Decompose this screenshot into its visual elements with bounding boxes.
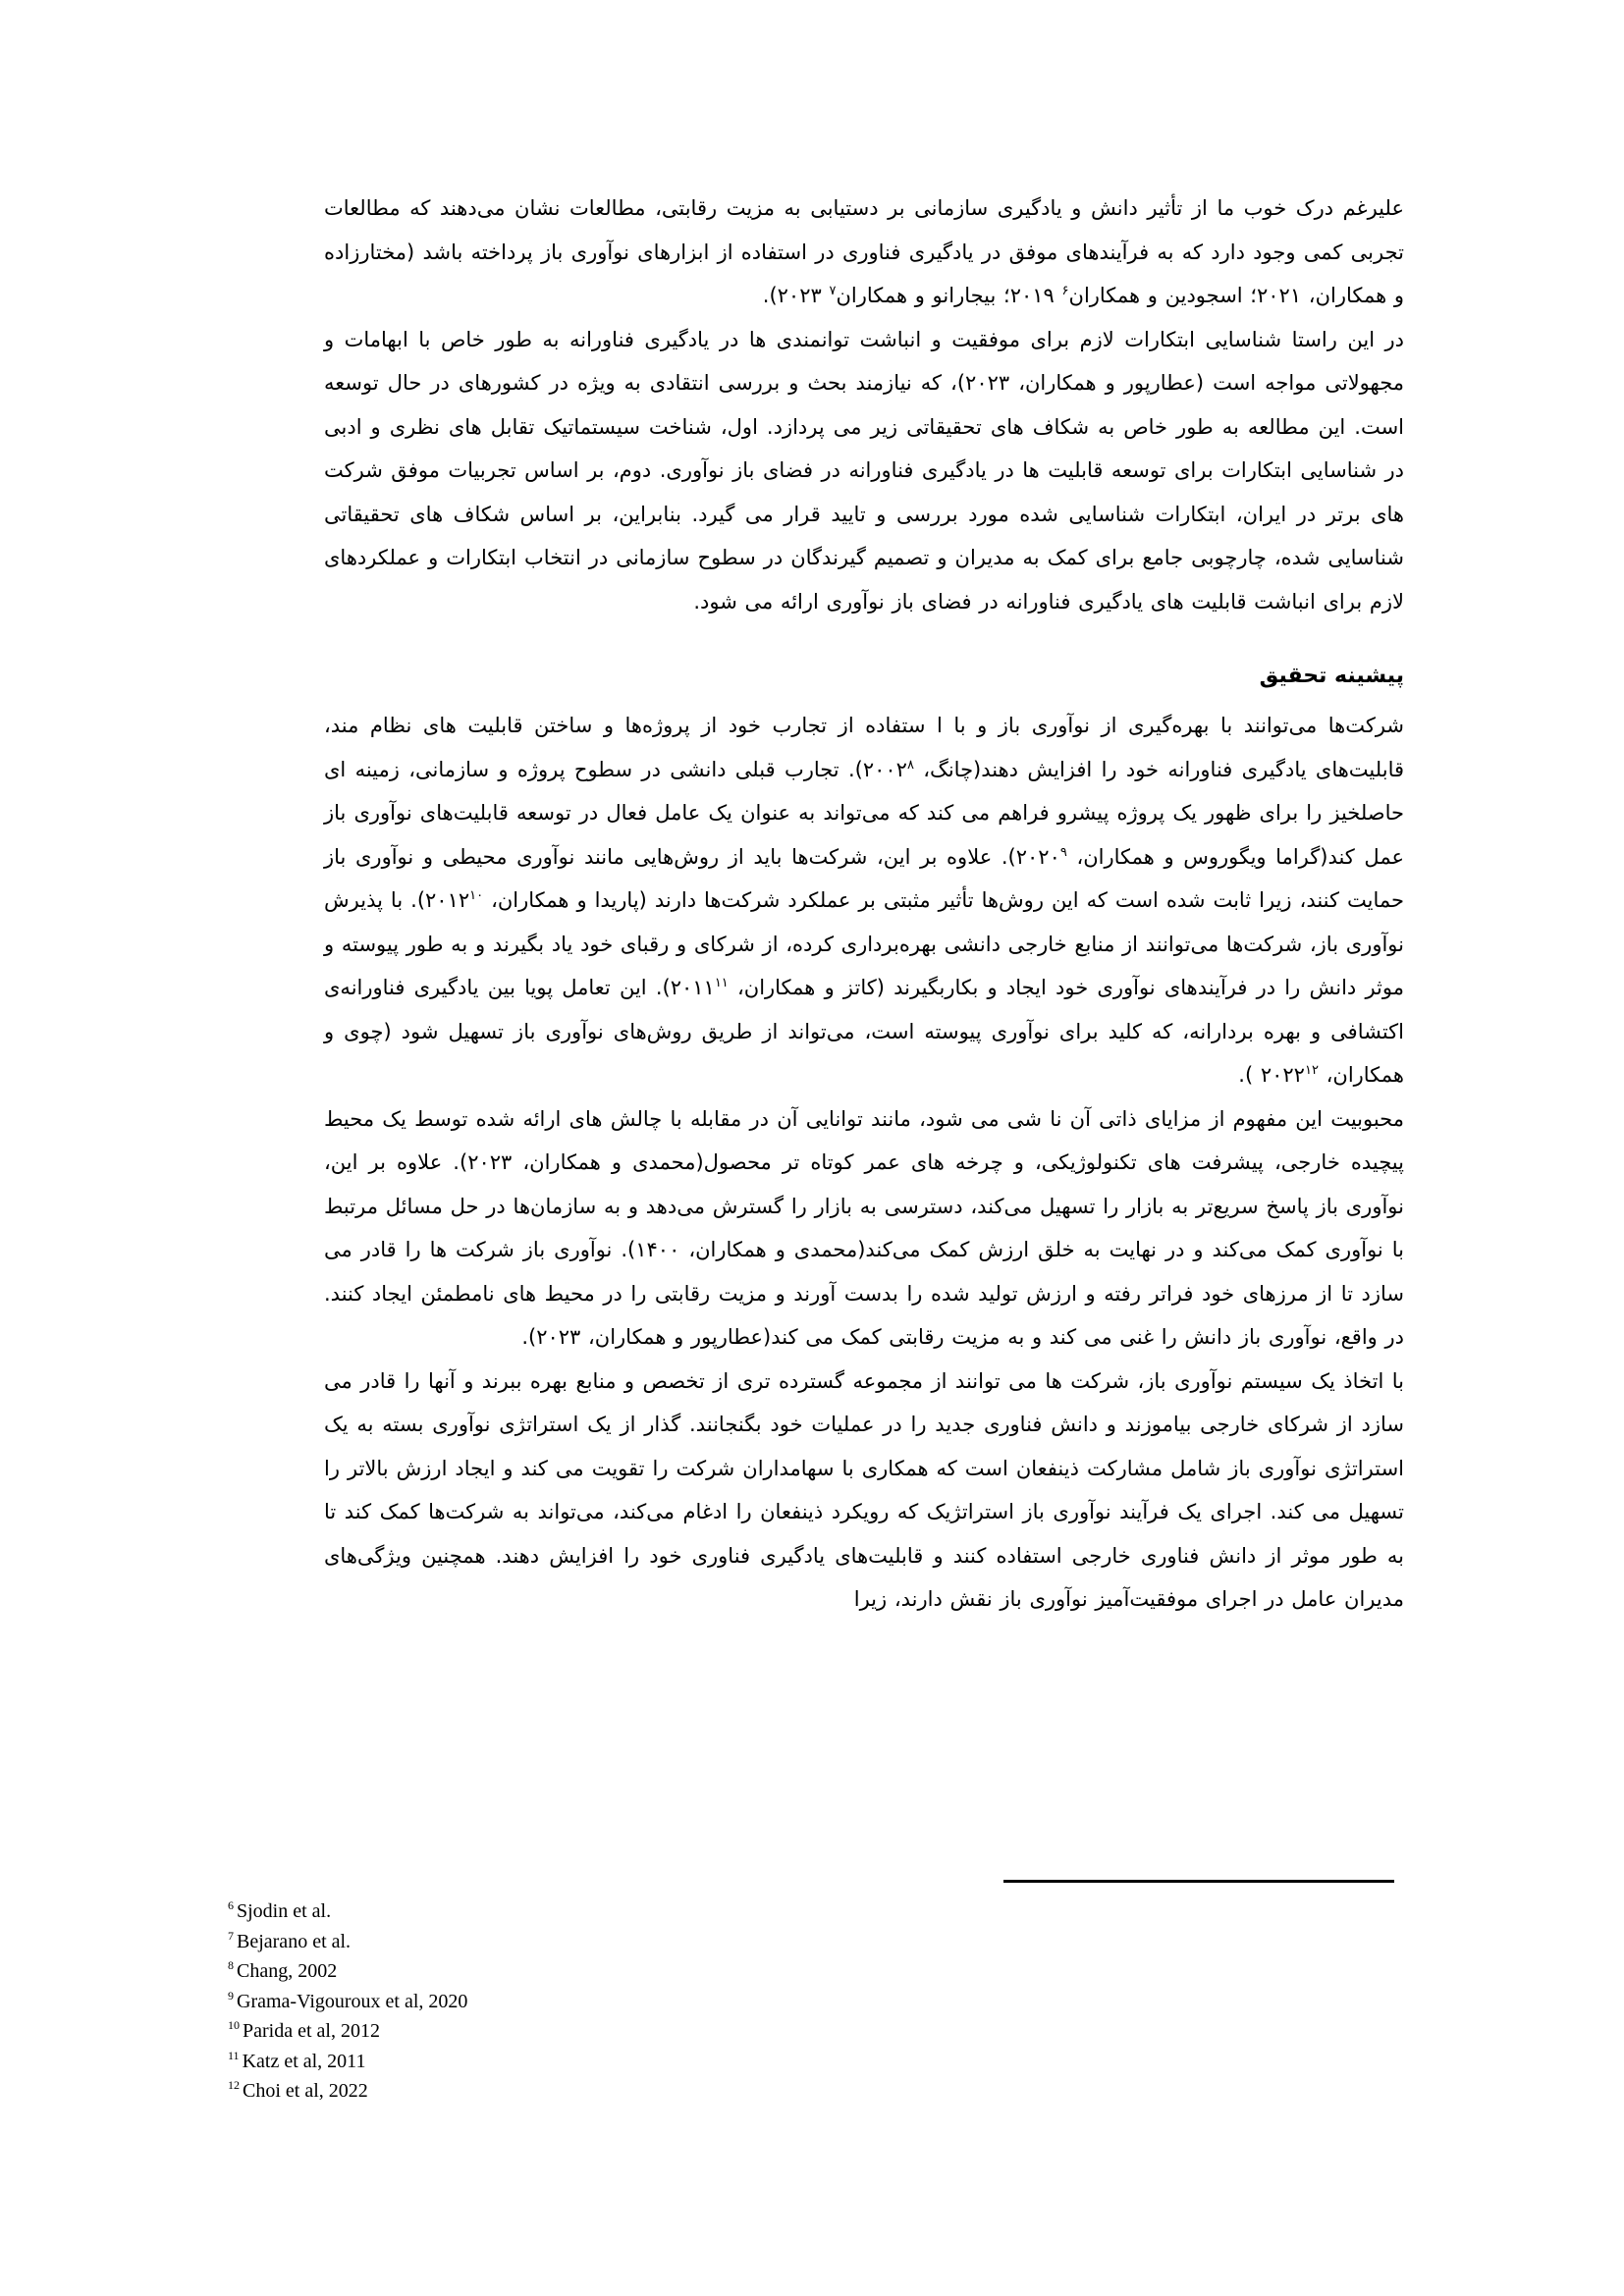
- footnote-8: $^8$ Chang, 2002: [228, 1958, 338, 1982]
- footnote-ref-6[interactable]: ۶: [1061, 284, 1069, 298]
- footnote-ref-11[interactable]: ۱۱: [714, 976, 729, 990]
- footnote-12: $^{12}$ Choi et al, 2022: [228, 2078, 368, 2102]
- intro-paragraph-1: علیرغم درک خوب ما از تأثیر دانش و یادگیری سازمانی بر دستیابی به مزیت رقابتی، مطالعات نشان می‌دهند که مطالعات تجربی کمی وجود دارد که به فرآیندهای موفق در یادگیری فناوری در استفاده از ابزارهای نوآوری باز پرداخته باشد (مختارزاده و همکاران، ۲۰۲۱؛ اسجودین و همکاران$^۶$ ۲۰۱۹؛ بیجارانو و همکاران$^۷$ ۲۰۲۳).: [324, 196, 1404, 307]
- section-paragraph-3: با اتخاذ یک سیستم نوآوری باز، شرکت ها می توانند از مجموعه گسترده تری از تخصص و منابع بهره ببرند و آنها را قادر می سازد از شرکای خارجی بیاموزند و دانش فناوری جدید را در عملیات خود بگنجانند. گذار از یک استراتژی نوآوری بسته به یک استراتژی نوآوری باز شامل مشارکت ذینفعان است که همکاری با سهامداران شرکت را تقویت می کند و ایجاد ارزش بالاتر را تسهیل می کند. اجرای یک فرآیند نوآوری باز استراتژیک که رویکرد ذینفعان را ادغام می‌کند، می‌تواند به شرکت‌ها کمک کند تا به طور موثر از دانش فناوری خارجی استفاده کنند و قابلیت‌های یادگیری فناوری خود را افزایش دهند. همچنین ویژگی‌های مدیران عامل در اجرای موفقیت‌آمیز نوآوری باز نقش دارند، زیرا: [324, 1368, 1404, 1611]
- footnote-ref-9[interactable]: ۹: [1059, 844, 1067, 860]
- footnote-ref-7[interactable]: ۷: [829, 284, 837, 298]
- footnote-ref-10[interactable]: ۱۰: [469, 888, 484, 903]
- footnote-6: $^6$ Sjodin et al.: [228, 1898, 332, 1922]
- footnote-11: $^{11}$ Katz et al, 2011: [228, 2048, 366, 2072]
- footnote-ref-8[interactable]: ۸: [906, 757, 914, 773]
- footnote-9: $^9$ Grama-Vigouroux et al, 2020: [228, 1988, 468, 2012]
- footnote-separator: [1003, 1880, 1394, 1883]
- section-paragraph-2: محبوبیت این مفهوم از مزایای ذاتی آن نا شی می شود، مانند توانایی آن در مقابله با چالش های ارائه شده توسط یک محیط پیچیده خارجی، پیشرفت های تکنولوژیکی، و چرخه های عمر کوتاه تر محصول(محمدی و همکاران، ۲۰۲۳). علاوه بر این، نوآوری باز پاسخ سریع‌تر به بازار را تسهیل می‌کند، دسترسی به بازار را گسترش می‌دهد و به سازمان‌ها در حل مسائل مرتبط با نوآوری کمک می‌کند و در نهایت به خلق ارزش کمک می‌کند(محمدی و همکاران، ۱۴۰۰). نوآوری باز شرکت ها را قادر می سازد تا از مرزهای خود فراتر رفته و ارزش تولید شده را بدست آورند و مزیت رقابتی را در محیط های نامطمئن ایجاد کنند. در واقع، نوآوری باز دانش را غنی می کند و به مزیت رقابتی کمک می کند(عطارپور و همکاران، ۲۰۲۳).: [324, 1106, 1404, 1349]
- footnote-7: $^7$ Bejarano et al.: [228, 1928, 352, 1952]
- footnotes: [228, 1896, 467, 2107]
- footnote-ref-12[interactable]: ۱۲: [1304, 1063, 1319, 1078]
- document-page: [324, 187, 1404, 1622]
- footnote-10: $^{10}$ Parida et al, 2012: [228, 2018, 380, 2042]
- section-heading: پیشینه تحقیق: [1259, 664, 1404, 688]
- section-paragraph-1: شرکت‌ها می‌توانند با بهره‌گیری از نوآوری باز و با ا ستفاده از تجارب خود از پروژه‌ها و ساختن قابلیت های نظام مند، قابلیت‌های یادگیری فناورانه خود را افزایش دهند(چانگ، ۲۰۰۲$^۸$). تجارب قبلی دانشی در سطوح پروژه و سازمانی، زمینه ای حاصلخیز را برای ظهور یک پروژه پیشرو فراهم می کند که می‌تواند به عنوان یک عامل فعال در توسعه قابلیت‌های نوآوری باز عمل کند(گراما ویگوروس و همکاران، ۲۰۲۰$^۹$). علاوه بر این، شرکت‌ها باید از روش‌هایی مانند نوآوری محیطی و نوآوری باز حمایت کنند، زیرا ثابت شده است که این روش‌ها تأثیر مثبتی بر عملکرد شرکت‌ها دارند (پاریدا و همکاران، ۲۰۱۲$^{۱۰}$). با پذیرش نوآوری باز، شرکت‌ها می‌توانند از منابع خارجی دانشی بهره‌برداری کرده، از شرکای و رقبای خود یاد بگیرند و به طور پیوسته و موثر دانش را در فرآیندهای نوآوری خود ایجاد و بکاربگیرند (کاتز و همکاران، ۲۰۱۱$^{۱۱}$). این تعامل پویا بین یادگیری فناورانه‌ی اکتشافی و بهره بردارانه، که کلید برای نوآوری پیوسته است، می‌تواند از طریق روش‌های نوآوری باز تسهیل شود (چوی و همکاران، ۲۰۲۲$^{۱۲}$ ).: [324, 714, 1405, 1087]
- intro-paragraph-2: در این راستا شناسایی ابتکارات لازم برای موفقیت و انباشت توانمندی ها در یادگیری فناورانه به طور خاص با ابهامات و مجهولاتی مواجه است (عطارپور و همکاران، ۲۰۲۳)، که نیازمند بحث و بررسی انتقادی به ویژه در کشورهای در حال توسعه است. این مطالعه به طور خاص به شکاف های تحقیقاتی زیر می پردازد. اول، شناخت سیستماتیک تقابل های نظری و ادبی در شناسایی ابتکارات برای توسعه قابلیت ها در یادگیری فناورانه در فضای باز نوآوری. دوم، بر اساس تجربیات موفق شرکت های برتر در ایران، ابتکارات شناسایی شده مورد بررسی و تایید قرار می گیرد. بنابراین، بر اساس شکاف های تحقیقاتی شناسایی شده، چارچوبی جامع برای کمک به مدیران و تصمیم گیرندگان در سطوح سازمانی در انتخاب ابتکارات و عملکردهای لازم برای انباشت قابلیت های یادگیری فناورانه در فضای باز نوآوری ارائه می شود.: [324, 327, 1404, 614]
